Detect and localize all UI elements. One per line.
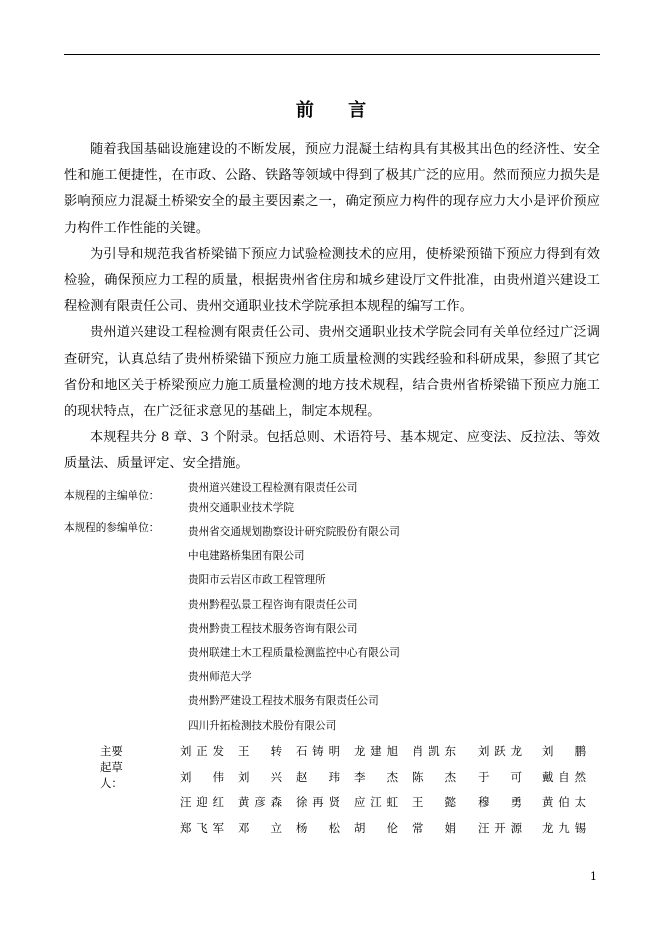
drafter-name: 石铸明 <box>296 744 340 758</box>
drafter-name: 戴自然 <box>542 769 586 784</box>
paragraph-1: 随着我国基础设施建设的不断发展，预应力混凝土结构具有其极其出色的经济性、安全性和施工便捷性，在市政、公路、铁路等领域中得到了极其广泛的应用。然而预应力损失是影响预应力混凝土桥梁安全的最主要因素之一，确定预应力构件的现存应力大小是评价预应力构件工作性能的关键。 <box>64 142 600 236</box>
drafter-name: 龙建旭 <box>354 744 398 758</box>
drafter-name: 刘伟 <box>180 769 224 784</box>
drafter-name: 汪开源 <box>478 820 522 835</box>
drafter-name: 王懿 <box>412 795 456 810</box>
participating-unit: 贵州师范大学 <box>188 671 252 684</box>
chief-editor-units <box>64 478 600 520</box>
paragraph-3: 贵州道兴建设工程检测有限责任公司、贵州交通职业技术学院会同有关单位经过广泛调查研究，认真总结了贵州桥梁锚下预应力施工质量检测的实践经验和科研成果，参照了其它省份和地区关于桥梁预应力施工质量检测的地方技术规程，结合贵州省桥梁锚下预应力施工的现状特点，在广泛征求意见的基础上，制定本规程。 <box>64 325 600 420</box>
participating-unit: 贵阳市云岩区市政工程管理所 <box>188 574 326 587</box>
drafter-name: 黄伯太 <box>542 795 586 810</box>
organizations <box>64 478 600 738</box>
participating-unit: 贵州联建土木工程质量检测监控中心有限公司 <box>188 647 400 660</box>
drafter-name: 于可 <box>478 769 522 784</box>
drafter-name: 李杰 <box>354 769 398 784</box>
participating-unit: 贵州黔严建设工程技术服务有限责任公司 <box>188 695 379 708</box>
drafter-name: 刘正发 <box>180 744 224 758</box>
drafter-name: 肖凯东 <box>412 744 456 758</box>
drafter-name: 刘鹏 <box>542 744 586 758</box>
drafter-name: 刘跃龙 <box>478 744 522 758</box>
drafter-name: 赵玮 <box>296 769 340 784</box>
drafter-name: 邓立 <box>238 820 282 835</box>
drafter-name: 杨松 <box>296 820 340 835</box>
chief-editor-label: 本规程的主编单位： <box>64 490 160 502</box>
drafter-name: 黄彦森 <box>238 795 282 810</box>
drafter-name: 陈杰 <box>412 769 456 784</box>
drafters-label: 主要起草人： <box>100 744 123 790</box>
drafter-name: 徐再贤 <box>296 795 340 810</box>
chief-unit: 贵州道兴建设工程检测有限责任公司 <box>188 482 358 494</box>
chief-unit: 贵州交通职业技术学院 <box>188 502 294 514</box>
participating-unit: 贵州省交通规划勘察设计研究院股份有限公司 <box>188 526 400 538</box>
drafter-name: 应江虹 <box>354 795 398 810</box>
page-number: 1 <box>590 870 597 883</box>
drafter-name: 郑飞军 <box>180 820 224 835</box>
page-title: 前 言 <box>295 100 381 121</box>
participating-label: 本规程的参编单位： <box>64 522 160 534</box>
drafter-name: 穆勇 <box>478 795 522 810</box>
drafter-name: 常娟 <box>412 820 456 835</box>
paragraph-2: 为引导和规范我省桥梁锚下预应力试验检测技术的应用，使桥梁预锚下预应力得到有效检验，确保预应力工程的质量，根据贵州省住房和城乡建设厅文件批准，由贵州道兴建设工程检测有限责任公司、贵州交通职业技术学院承担本规程的编写工作。 <box>64 246 600 315</box>
header-rule <box>64 54 600 55</box>
participating-unit: 四川升拓检测技术股份有限公司 <box>188 719 337 732</box>
drafter-name: 王转 <box>238 744 282 758</box>
drafter-name: 胡伦 <box>354 820 398 835</box>
participating-unit: 贵州黔贵工程技术服务咨询有限公司 <box>188 622 358 635</box>
drafter-name: 汪迎红 <box>180 795 224 810</box>
participating-unit: 中电建路桥集团有限公司 <box>188 550 305 563</box>
participating-units <box>64 520 600 738</box>
drafter-name: 刘兴 <box>238 769 282 784</box>
paragraph-4: 本规程共分 8 章、3 个附录。包括总则、术语符号、基本规定、应变法、反拉法、等效质量法、质量评定、安全措施。 <box>64 430 600 472</box>
preface-body <box>64 137 600 478</box>
drafter-name: 龙九锡 <box>542 820 586 835</box>
participating-unit: 贵州黔程弘景工程咨询有限责任公司 <box>188 598 358 611</box>
